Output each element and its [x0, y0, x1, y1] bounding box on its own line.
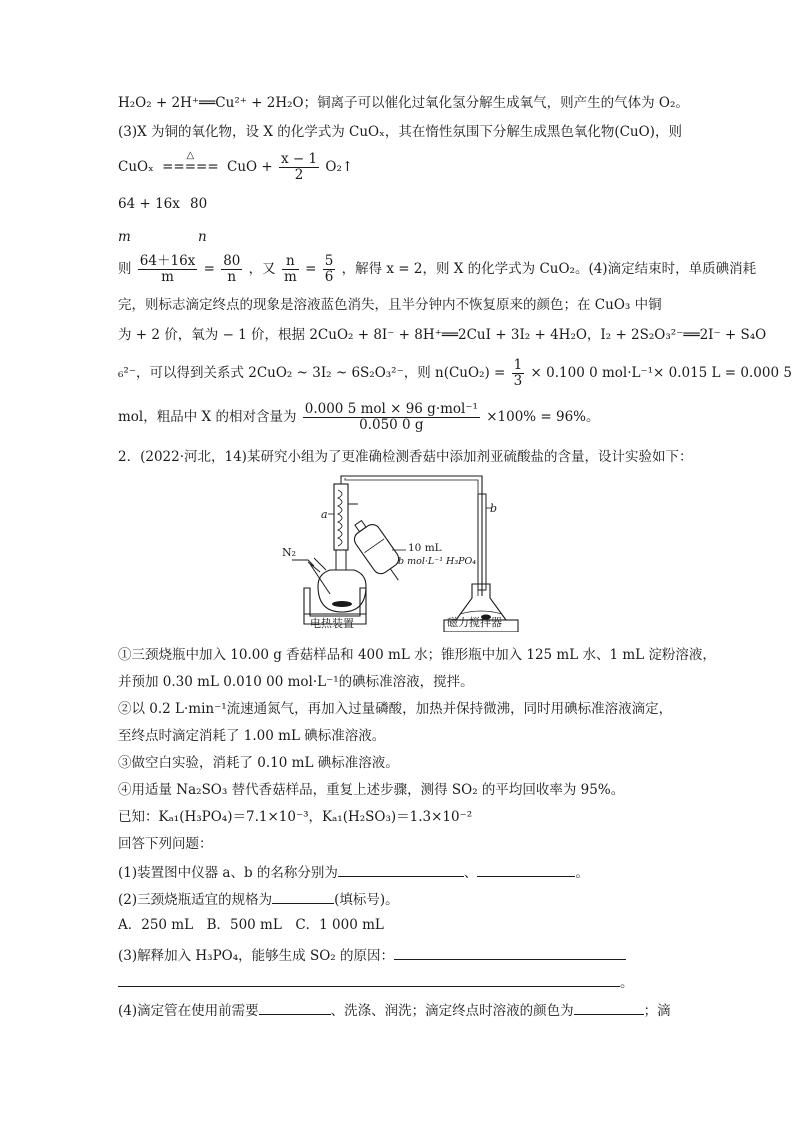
dropping-funnel [347, 515, 410, 588]
q4-blank-b[interactable] [574, 1000, 644, 1015]
step-1-line-1: ①三颈烧瓶中加入 10.00 g 香菇样品和 400 mL 水；锥形瓶中加入 125 mL 水、1 mL 淀粉溶液， [118, 647, 716, 663]
step-2-line-1: ②以 0.2 L·min⁻¹流速通氮气，再加入过量磷酸，加热并保持微沸，同时用碘标准溶液滴定， [118, 701, 673, 717]
heat-arrow [162, 150, 219, 176]
sample-residue [332, 601, 352, 607]
step-4: ④用适量 Na₂SO₃ 替代香菇样品，重复上述步骤，测得 SO₂ 的平均回收率为 95%。 [118, 782, 625, 798]
solution-line-3 [118, 254, 756, 285]
q3-text: (3)解释加入 H₃PO₄，能够生成 SO₂ 的原因： [118, 948, 394, 964]
l3-fraction-3: $\frac{n}{m}$ [283, 253, 297, 285]
label-n2: N₂ [282, 546, 297, 559]
solution-line-5: 为 + 2 价，氧为 − 1 价，根据 2CuO₂ + 8I⁻ + 8H⁺══2CuI + 3I₂ + 4H₂O，I₂ + 2S₂O₃²⁻══2I⁻ + S₄O [118, 327, 767, 343]
eq-fraction: $\frac{x - 1}{2}$ [280, 151, 318, 183]
q4-middle: 、洗涤、润洗；滴定终点时溶液的颜色为 [330, 1003, 574, 1019]
l3-fraction-1: $\frac{64+16x}{m}$ [139, 253, 196, 285]
l3-prefix: 则 [118, 261, 132, 277]
mass-row2-left: m [118, 229, 131, 245]
solution-line-4: 完，则标志滴定终点的现象是溶液蓝色消失，且半分钟内不恢复原来的颜色；在 CuO₃ 中铜 [118, 297, 662, 313]
mass-row1-left: 64 + 16x [118, 196, 180, 212]
l3-fraction-4: $\frac{5}{6}$ [324, 253, 334, 285]
decomposition-equation [118, 152, 353, 183]
apparatus-drawing [280, 474, 520, 632]
question-3 [118, 945, 626, 965]
eq-arrow: ===== [162, 159, 219, 175]
l3-fraction-2: $\frac{80}{n}$ [223, 253, 241, 285]
l6-fraction: $\frac{1}{3}$ [513, 357, 523, 389]
q2-text: (2)三颈烧瓶适宜的规格为 [118, 892, 273, 908]
eq-right-b: O₂↑ [325, 159, 354, 175]
apparatus-figure [280, 474, 520, 632]
mass-row1-right: 80 [190, 196, 208, 212]
q1-separator: 、 [463, 865, 478, 881]
q1-end: 。 [575, 865, 589, 881]
q1-blank-a[interactable] [338, 862, 464, 877]
label-heater: 电热装置 [310, 617, 354, 630]
l3-middle: ，又 [248, 261, 276, 277]
q3-blank-2[interactable] [118, 972, 620, 987]
label-b: b [490, 502, 498, 515]
step-1-line-2: 并预加 0.30 mL 0.010 00 mol·L⁻¹的碘标准溶液，搅拌。 [118, 674, 474, 690]
q4-text: (4)滴定管在使用前需要 [118, 1003, 259, 1019]
q2-blank[interactable] [272, 889, 334, 904]
q4-end: ；滴 [643, 1003, 671, 1019]
center-neck [336, 550, 346, 570]
l6-prefix: ₆²⁻，可以得到关系式 2CuO₂ ~ 3I₂ ~ 6S₂O₃²⁻，则 n(CuO₂) = [118, 365, 506, 381]
question-4 [118, 1000, 671, 1020]
question-2-options: A．250 mL B．500 mL C．1 000 mL [118, 917, 384, 933]
problem-header: 2．(2022·河北，14)某研究小组为了更准确检测香菇中添加剂亚硫酸盐的含量，设计实验如下： [118, 449, 693, 465]
question-2 [118, 889, 399, 909]
l3-equals-2: = [305, 261, 317, 277]
connecting-tube [341, 476, 482, 596]
label-volume: 10 mL [408, 542, 442, 554]
question-1 [118, 862, 589, 882]
solution-line-6 [118, 358, 792, 389]
mass-row2-right: n [198, 229, 207, 245]
question-3-cont [118, 972, 634, 992]
l3-equals: = [203, 261, 215, 277]
condenser-coil [338, 490, 342, 546]
q3-end: 。 [620, 975, 634, 991]
q2-suffix: (填标号)。 [334, 892, 399, 908]
step-2-line-2: 至终点时滴定消耗了 1.00 mL 碘标准溶液。 [118, 728, 386, 744]
answer-intro: 回答下列问题： [118, 836, 213, 852]
solution-line-1: H₂O₂ + 2H⁺══Cu²⁺ + 2H₂O；铜离子可以催化过氧化氢分解生成氧气，则产生的气体为 O₂。 [118, 95, 689, 111]
mass-row-1 [118, 195, 208, 213]
l7-suffix: ×100% = 96%。 [486, 409, 600, 425]
mass-row-2 [118, 228, 207, 246]
q4-blank-a[interactable] [259, 1000, 331, 1015]
eq-left: CuOₓ [118, 159, 154, 175]
q1-blank-b[interactable] [477, 862, 575, 877]
l3-suffix: ，解得 x = 2，则 X 的化学式为 CuO₂。(4)滴定结束时，单质碘消耗 [341, 261, 757, 277]
q1-text: (1)装置图中仪器 a、b 的名称分别为 [118, 865, 338, 881]
l7-prefix: mol，粗品中 X 的相对含量为 [118, 409, 297, 425]
label-stirrer: 磁力搅拌器 [447, 616, 502, 629]
gas-inlet-tube [310, 564, 330, 594]
l7-fraction: $\frac{\text{0.000 5 mol × 96 g·mol⁻¹}}{0.050 0 g}$ [304, 401, 478, 433]
label-concentration: b mol·L⁻¹ H₃PO₄ [398, 556, 477, 567]
label-a: a [321, 508, 328, 521]
solution-line-2: (3)X 为铜的氧化物，设 X 的化学式为 CuOₓ，其在惰性氛围下分解生成黑色氧化物(CuO)，则 [118, 124, 682, 140]
heat-triangle: △ [186, 150, 195, 161]
solution-line-7 [118, 402, 600, 433]
step-3: ③做空白实验，消耗了 0.10 mL 碘标准溶液。 [118, 755, 399, 771]
l6-suffix: × 0.100 0 mol·L⁻¹× 0.015 L = 0.000 5 [530, 365, 792, 381]
q3-blank-1[interactable] [394, 945, 626, 960]
known-constants: 已知：Kₐ₁(H₃PO₄)＝7.1×10⁻³，Kₐ₁(H₂SO₃)＝1.3×10⁻² [118, 809, 473, 825]
eq-right-a: CuO + [226, 159, 273, 175]
